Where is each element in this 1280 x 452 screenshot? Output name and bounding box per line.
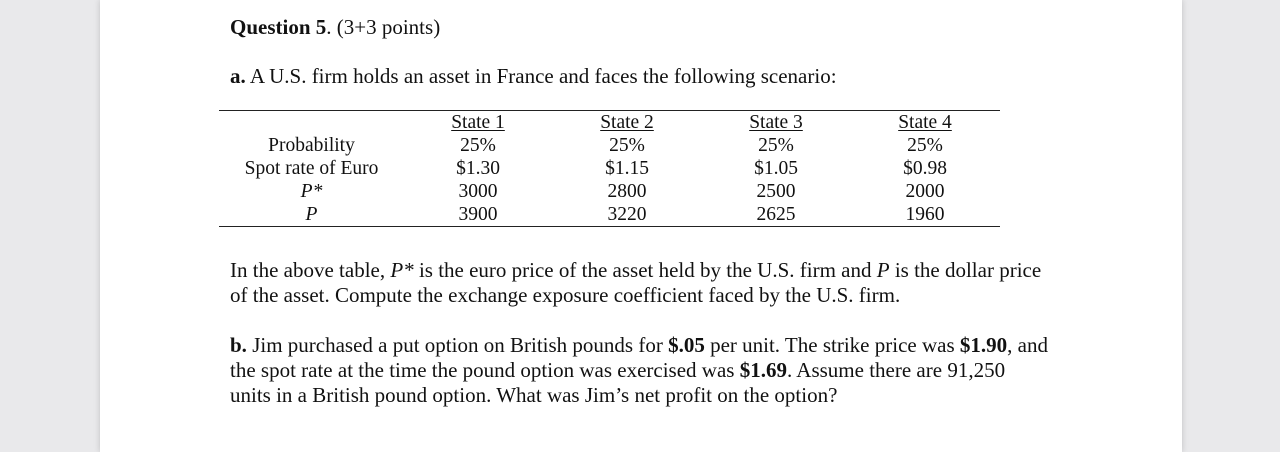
question-number: Question 5 bbox=[230, 15, 327, 39]
row-label: P* bbox=[300, 181, 323, 202]
table-cell: 2000 bbox=[905, 181, 945, 202]
part-a-intro bbox=[230, 63, 837, 89]
row-label: P bbox=[305, 204, 318, 225]
p-symbol: P bbox=[876, 258, 890, 282]
table-cell: 25% bbox=[460, 135, 496, 156]
part-b-question: b. Jim purchased a put option on British pounds for $.05 per unit. The strike price was $1.90, and the spot rate at the time the pound option was exercised was $1.69. Assume there are 91,250 units in a British pound option. What was Jim’s net profit on the option? bbox=[230, 333, 1048, 407]
table-cell: 3220 bbox=[607, 204, 647, 225]
table-cell: 2500 bbox=[756, 181, 796, 202]
header-state-3: State 3 bbox=[749, 112, 803, 133]
question-title bbox=[230, 14, 440, 40]
part-b-label: b. bbox=[230, 333, 247, 357]
spot-rate-value: $1.69 bbox=[739, 358, 787, 382]
table-cell: $1.30 bbox=[456, 158, 500, 179]
table-cell: 25% bbox=[907, 135, 943, 156]
table-row bbox=[219, 203, 1000, 226]
header-state-1: State 1 bbox=[451, 112, 505, 133]
table-cell: 2625 bbox=[756, 204, 796, 225]
part-a-label: a. bbox=[230, 64, 246, 88]
row-label: Probability bbox=[268, 135, 355, 156]
table-cell: 2800 bbox=[607, 181, 647, 202]
part-a-explanation: In the above table, P* is the euro price of the asset held by the U.S. firm and P is the dollar price of the asset. Compute the exchange exposure coefficient faced by the U.S. firm. bbox=[230, 258, 1042, 307]
table-cell: 3000 bbox=[458, 181, 498, 202]
table-cell: 25% bbox=[758, 135, 794, 156]
part-a-text: A U.S. firm holds an asset in France and faces the following scenario: bbox=[245, 64, 837, 88]
document-page bbox=[100, 0, 1182, 452]
table-row bbox=[219, 180, 1000, 203]
premium-value: $.05 bbox=[668, 333, 705, 357]
question-points: . (3+3 points) bbox=[326, 15, 441, 39]
table-bottom-rule bbox=[219, 226, 1000, 227]
table-header-row bbox=[219, 111, 1000, 134]
table-cell: $0.98 bbox=[903, 158, 947, 179]
header-state-2: State 2 bbox=[600, 112, 654, 133]
table-cell: 1960 bbox=[905, 204, 945, 225]
header-state-4: State 4 bbox=[898, 112, 952, 133]
scenario-table bbox=[219, 110, 1000, 227]
row-label: Spot rate of Euro bbox=[244, 158, 379, 179]
table-cell: $1.05 bbox=[754, 158, 798, 179]
pstar-symbol: P* bbox=[390, 258, 414, 282]
strike-price-value: $1.90 bbox=[959, 333, 1008, 357]
table-cell: $1.15 bbox=[605, 158, 649, 179]
table-cell: 3900 bbox=[458, 204, 498, 225]
table-row bbox=[219, 134, 1000, 157]
table-cell: 25% bbox=[609, 135, 645, 156]
table-row bbox=[219, 157, 1000, 180]
